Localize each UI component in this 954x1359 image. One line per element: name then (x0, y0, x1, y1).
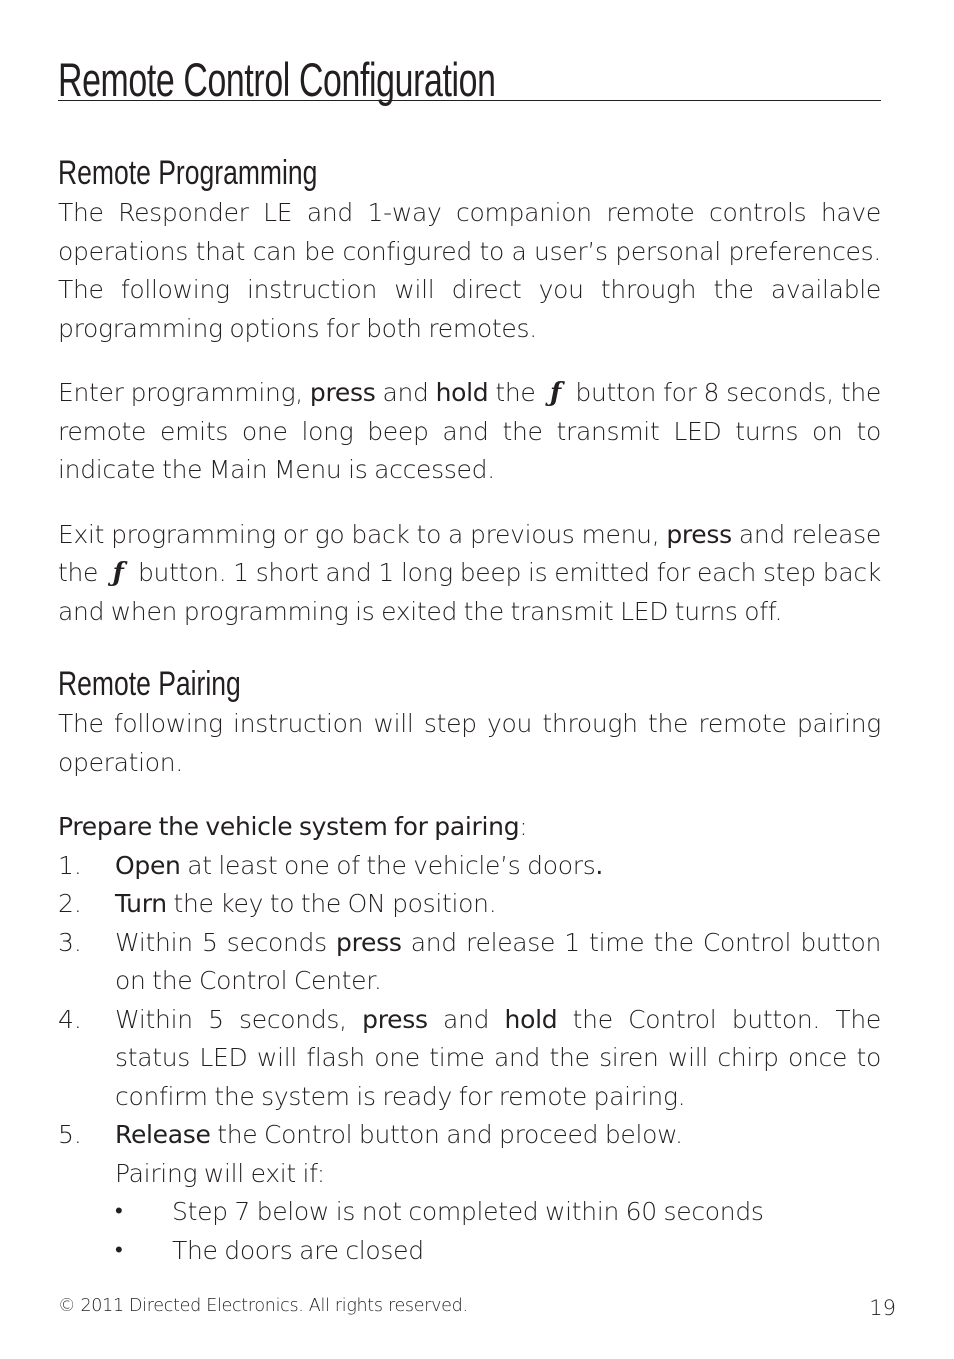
page-number: 19 (869, 1296, 896, 1320)
pairing-exit-conditions-label: Pairing will exit if: (115, 1158, 325, 1188)
manual-page (58, 52, 881, 1270)
press-keyword: press (309, 378, 376, 407)
list-item: 4. Within 5 seconds, press and hold the Control button. The status LED will flash one time and the siren will chirp once to confirm the system is ready for remote pairing. (58, 1004, 881, 1111)
pairing-steps-list (58, 847, 881, 1271)
list-item: 2. Turn the key to the ON position. (58, 889, 497, 918)
list-item: • Step 7 below is not completed within 60 seconds (115, 1197, 764, 1226)
exit-programming-paragraph: Exit programming or go back to a previous menu, press and release the ƒ button. 1 short and 1 long beep is emitted for each step back and when programming is exited the transmit LED turns off. (58, 519, 881, 626)
pairing-intro-paragraph: The following instruction will step you through the remote pairing operation. (58, 709, 881, 777)
list-item: • The doors are closed (115, 1235, 424, 1265)
press-keyword: press (666, 519, 732, 549)
copyright-footer: © 2011 Directed Electronics. All rights reserved. (58, 1296, 468, 1316)
function-button-icon: ƒ (549, 378, 561, 408)
list-item: 3. Within 5 seconds press and release 1 time the Control button on the Control Center. (58, 927, 881, 995)
list-item: 1. Open at least one of the vehicle’s doors. (58, 850, 604, 880)
hold-keyword: hold (435, 378, 489, 407)
programming-intro-paragraph: The Responder LE and 1-way companion remote controls have operations that can be configured to a user’s personal preferences. The following instruction will direct you through the available programming options for both remotes. (58, 198, 881, 343)
section-heading-remote-programming: Remote Programming (58, 154, 318, 192)
page-title: Remote Control Configuration (58, 53, 496, 106)
enter-programming-paragraph: Enter programming, press and hold the ƒ button for 8 seconds, the remote emits one long beep and the transmit LED turns on to indicate the Main Menu is accessed. (58, 374, 881, 490)
section-heading-remote-pairing: Remote Pairing (58, 665, 241, 703)
prepare-label: Prepare the vehicle system for pairing: (58, 812, 528, 841)
function-button-icon: ƒ (112, 558, 124, 588)
exit-conditions-list (115, 1193, 881, 1270)
list-item: 5. Release the Control button and proceed below. Pairing will exit if: • Step 7 below is not completed within 60 seconds • The doors are closed (58, 1116, 881, 1270)
